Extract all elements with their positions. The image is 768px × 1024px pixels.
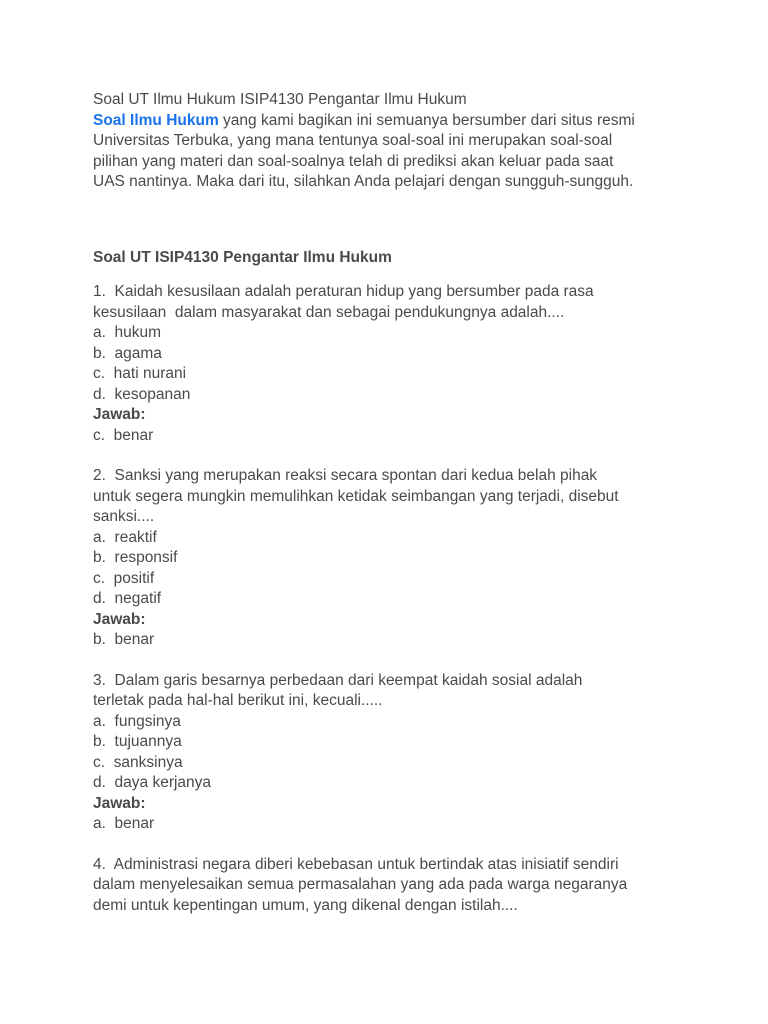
intro-paragraph [93, 90, 733, 193]
question-2 [93, 466, 733, 651]
answer-option-c: c. sanksinya [93, 753, 183, 771]
question-text-line: 4. Administrasi negara diberi kebebasan untuk bertindak atas inisiatif sendiri [93, 855, 619, 873]
answer-option-d: d. daya kerjanya [93, 774, 212, 791]
answer-key: c. benar [93, 426, 154, 444]
intro-line-1-text: yang kami bagikan ini semuanya bersumber dari situs resmi [218, 111, 635, 129]
answer-option-c: c. hati nurani [93, 365, 187, 382]
answer-option-d: d. kesopanan [93, 385, 191, 403]
answer-key: b. benar [93, 631, 155, 648]
question-text-line: kesusilaan dalam masyarakat dan sebagai pendukungnya adalah.... [93, 303, 565, 321]
answer-option-a: a. hukum [93, 324, 162, 341]
question-4 [93, 855, 733, 917]
intro-line-4: UAS nantinya. Maka dari itu, silahkan Anda pelajari dengan sungguh-sungguh. [93, 173, 634, 190]
question-text-line: untuk segera mungkin memulihkan ketidak seimbangan yang terjadi, disebut [93, 487, 619, 505]
answer-option-a: a. reaktif [93, 528, 157, 546]
jawab-label: Jawab: [93, 406, 146, 423]
answer-option-b: b. agama [93, 344, 162, 362]
answer-option-a: a. fungsinya [93, 712, 181, 730]
question-3 [93, 671, 733, 835]
question-text-line: dalam menyelesaikan semua permasalahan yang ada pada warga negaranya [93, 876, 628, 893]
document-content [93, 90, 733, 936]
question-1 [93, 282, 733, 446]
answer-option-b: b. tujuannya [93, 733, 182, 750]
intro-title: Soal UT Ilmu Hukum ISIP4130 Pengantar Ilmu Hukum [93, 91, 467, 108]
soal-ilmu-hukum-link[interactable]: Soal Ilmu Hukum [93, 111, 219, 129]
question-text-line: demi untuk kepentingan umum, yang dikenal dengan istilah.... [93, 896, 518, 914]
section-title: Soal UT ISIP4130 Pengantar Ilmu Hukum [93, 248, 392, 266]
intro-line-3: pilihan yang materi dan soal-soalnya telah di prediksi akan keluar pada saat [93, 152, 614, 170]
question-text-line: terletak pada hal-hal berikut ini, kecuali..... [93, 692, 383, 709]
jawab-label: Jawab: [93, 794, 146, 812]
question-text-line: 1. Kaidah kesusilaan adalah peraturan hidup yang bersumber pada rasa [93, 283, 594, 300]
answer-option-c: c. positif [93, 569, 155, 587]
question-text-line: 2. Sanksi yang merupakan reaksi secara spontan dari kedua belah pihak [93, 467, 598, 484]
intro-line-2: Universitas Terbuka, yang mana tentunya soal-soal ini merupakan soal-soal [93, 132, 613, 149]
answer-option-b: b. responsif [93, 549, 178, 566]
intro-line-1 [93, 111, 733, 132]
jawab-label: Jawab: [93, 610, 146, 628]
answer-key: a. benar [93, 815, 155, 832]
question-text-line: 3. Dalam garis besarnya perbedaan dari keempat kaidah sosial adalah [93, 671, 583, 689]
answer-option-d: d. negatif [93, 590, 162, 607]
question-text-line: sanksi.... [93, 508, 155, 525]
